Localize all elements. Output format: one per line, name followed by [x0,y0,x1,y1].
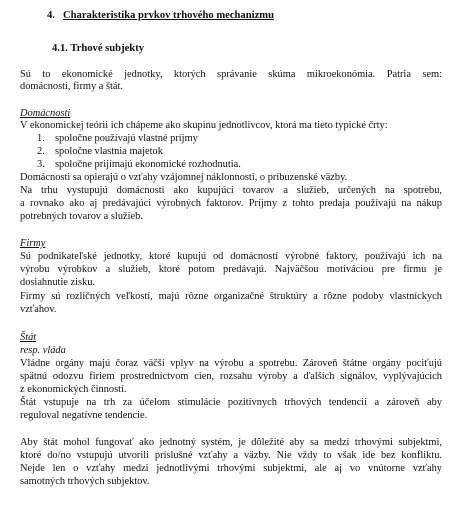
state-line: Štát vstupuje na trh za účelom stimulácie pozitívnych trhových tendencií a zároveň aby [20,397,442,408]
list-item-number: 2. [37,146,45,157]
list-item-text: spoločne používajú vlastné príjmy [55,133,198,144]
intro-line-2: domácnosti, firmy a štát. [20,81,124,92]
subsection-heading: 4.1. Trhové subjekty [52,43,145,54]
list-item-number: 1. [37,133,45,144]
households-intro: V ekonomickej teórii ich chápeme ako skupinu jednotlivcov, ktorá ma tieto typické črty: [20,120,388,131]
section-number: 4. [47,10,55,21]
firms-line: dosiahnutie zisku. [20,277,96,288]
firms-line: vzťahov. [20,304,57,315]
firms-line: Firmy sú rozličných veľkostí, majú rôzne organizačné štruktúry a rôzne podoby vlastníckych [20,291,442,302]
section-title: Charakteristika prvkov trhového mechanizmu [63,10,274,21]
firms-title: Firmy [20,238,46,249]
intro-line-1: Sú to ekonomické jednotky, ktorých správanie skúma mikroekonómia. Patria sem: [20,69,442,80]
state-line: Vládne orgány majú čoraz väčší vplyv na výrobu a spotrebu. Zároveň štátne orgány pociťujú [20,358,442,369]
list-item-text: spoločne vlastnia majetok [55,146,163,157]
list-item-number: 3. [37,159,45,170]
state-title: Štát [20,332,37,343]
list-item [37,146,163,158]
list-item-text: spoločne prijímajú ekonomické rozhodnutia. [55,159,241,170]
state-line: reguloval negatívne tendencie. [20,410,148,421]
closing-line: Nejde len o vzťahy medzi jednotlivými trhovými subjektmi, ale aj vo vnútorne vzťahy [20,463,442,474]
households-line: potrebných tovarov a služieb. [20,211,143,222]
list-item [37,159,241,171]
closing-line: Aby štát mohol fungovať ako jednotný systém, je dôležité aby sa medzi trhovými subjektmi, [20,437,442,448]
households-line: Domácnosti sa opierajú o vzťahy vzájomnej náklonnosti, o príbuzenské väzby. [20,172,348,183]
list-item [37,133,198,145]
households-title: Domácnosti [20,108,71,119]
section-heading [47,10,274,22]
state-line: z ekonomických činností. [20,384,127,395]
firms-line: Sú podnikateľské jednotky, ktoré kupujú od domácností výrobné faktory, používajú ich na [20,251,442,262]
firms-line: výrobu výrobkov a služieb, ktoré potom predávajú. Najväčšou motiváciou pre firmu je [20,264,442,275]
households-line: Na trhu vystupujú domácnosti ako kupujúci tovarov a služieb, určených na spotrebu, [20,185,442,196]
households-line: a rovnako ako aj predávajúci výrobných faktorov. Príjmy z tohto predaja používajú na nákup [20,198,442,209]
closing-line: ktoré do/no vstupujú utvorili príslušné vzťahy a väzby. Nie vždy to však ide bez konfliktu. [20,450,442,461]
state-line: spätnú odozvu firiem prostredníctvom cien, rozsahu výroby a ďalších signálov, vyplývajúcich [20,371,442,382]
closing-line: samotných trhových subjektov. [20,476,150,487]
state-subtitle: resp. vláda [20,345,66,356]
